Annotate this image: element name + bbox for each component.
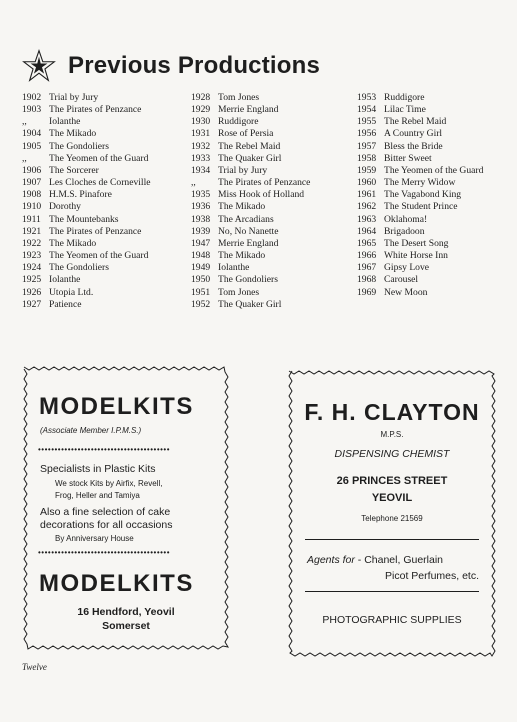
page-title: Previous Productions: [68, 52, 321, 79]
production-title: A Country Girl: [384, 128, 443, 140]
dotted-divider: ••••••••••••••••••••••••••••••••••••••••: [38, 548, 171, 557]
production-title: The Gondoliers: [49, 140, 109, 152]
modelkits-logo: MODELKITS: [39, 393, 194, 420]
production-row: [22, 262, 151, 274]
modelkits-logo: MODELKITS: [39, 570, 194, 597]
production-year: 1906: [22, 164, 42, 176]
production-year: 1957: [357, 140, 377, 152]
production-row: [22, 116, 151, 128]
production-row: [191, 214, 310, 226]
production-year: 1924: [22, 262, 42, 274]
production-title: The Merry Widow: [384, 177, 456, 189]
production-row: [357, 104, 483, 116]
production-row: [22, 165, 151, 177]
production-title: Iolanthe: [49, 116, 81, 128]
production-title: Les Cloches de Corneville: [49, 177, 151, 189]
production-year: 1963: [357, 213, 377, 225]
production-year: 1954: [357, 104, 377, 116]
production-row: [22, 153, 151, 165]
production-year: 1939: [191, 225, 211, 237]
production-title: Oklahoma!: [384, 213, 428, 225]
production-year: 1965: [357, 237, 377, 249]
production-year: 1958: [357, 152, 377, 164]
production-row: [191, 128, 310, 140]
photographic-supplies: PHOTOGRAPHIC SUPPLIES: [322, 614, 462, 626]
production-row: [357, 116, 483, 128]
production-year: 1955: [357, 116, 377, 128]
production-row: [357, 153, 483, 165]
productions-column-2: [191, 92, 310, 311]
production-year: 1968: [357, 274, 377, 286]
agents-line-1: [307, 554, 443, 566]
production-title: Miss Hook of Holland: [218, 189, 305, 201]
production-year: 1949: [191, 262, 211, 274]
production-title: Rose of Persia: [218, 128, 274, 140]
production-row: [357, 287, 483, 299]
agents-label: Agents for: [307, 554, 355, 566]
production-row: [22, 238, 151, 250]
production-row: [357, 189, 483, 201]
production-row: [357, 128, 483, 140]
production-row: [191, 153, 310, 165]
production-row: [357, 274, 483, 286]
production-year: 1947: [191, 237, 211, 249]
production-row: [357, 226, 483, 238]
production-year: 1902: [22, 92, 42, 103]
production-row: [191, 287, 310, 299]
production-title: Dorothy: [49, 201, 81, 213]
production-year: ,,: [22, 116, 27, 128]
production-title: Iolanthe: [49, 274, 81, 286]
modelkits-advert: [20, 363, 232, 653]
production-title: The Yeomen of the Guard: [49, 152, 149, 164]
production-title: Patience: [49, 298, 82, 310]
production-row: [357, 177, 483, 189]
production-year: 1956: [357, 128, 377, 140]
production-year: 1961: [357, 189, 377, 201]
production-year: 1932: [191, 140, 211, 152]
street-address: 26 PRINCES STREET: [336, 475, 448, 487]
production-title: The Arcadians: [218, 213, 274, 225]
production-year: 1921: [22, 225, 42, 237]
production-row: [191, 262, 310, 274]
production-row: [357, 238, 483, 250]
production-year: 1911: [22, 213, 41, 225]
production-title: The Mikado: [49, 128, 97, 140]
production-year: 1966: [357, 250, 377, 262]
production-row: [22, 287, 151, 299]
production-row: [22, 189, 151, 201]
association-note: (Associate Member I.P.M.S.): [40, 426, 142, 435]
production-year: 1962: [357, 201, 377, 213]
star-icon: [22, 49, 56, 83]
production-title: Ruddigore: [218, 116, 259, 128]
production-row: [191, 274, 310, 286]
production-title: The Rebel Maid: [384, 116, 447, 128]
production-row: [357, 262, 483, 274]
production-row: [191, 165, 310, 177]
production-title: Gipsy Love: [384, 262, 430, 274]
stock-line-2: Frog, Heller and Tamiya: [55, 491, 140, 500]
specialists-headline: Specialists in Plastic Kits: [40, 463, 156, 475]
production-year: 1904: [22, 128, 42, 140]
town: YEOVIL: [371, 492, 413, 504]
production-row: [22, 226, 151, 238]
production-row: [357, 201, 483, 213]
production-title: H.M.S. Pinafore: [49, 189, 112, 201]
production-title: No, No Nanette: [218, 225, 279, 237]
production-title: Trial by Jury: [218, 164, 268, 176]
production-title: The Quaker Girl: [218, 298, 282, 310]
production-year: 1936: [191, 201, 211, 213]
production-row: [191, 226, 310, 238]
production-title: Merrie England: [218, 237, 279, 249]
page-header: [22, 46, 320, 86]
cake-line-3: By Anniversary House: [55, 534, 134, 543]
chemist-role: DISPENSING CHEMIST: [334, 448, 450, 460]
production-year: 1953: [357, 92, 377, 103]
production-row: [357, 250, 483, 262]
production-year: 1910: [22, 201, 42, 213]
production-row: [22, 214, 151, 226]
production-title: The Desert Song: [384, 237, 449, 249]
production-row: [191, 92, 310, 104]
production-title: The Pirates of Penzance: [218, 177, 311, 189]
production-year: 1903: [22, 104, 42, 116]
production-row: [191, 189, 310, 201]
production-title: Merrie England: [218, 104, 279, 116]
production-row: [357, 165, 483, 177]
production-row: [357, 141, 483, 153]
production-title: Ruddigore: [384, 92, 425, 103]
production-year: 1948: [191, 250, 211, 262]
production-year: 1922: [22, 237, 42, 249]
divider: [305, 591, 479, 592]
production-title: The Gondoliers: [218, 274, 278, 286]
production-title: Lilac Time: [384, 104, 426, 116]
production-title: The Yeomen of the Guard: [384, 164, 484, 176]
production-title: Utopia Ltd.: [49, 286, 94, 298]
production-title: The Mikado: [49, 237, 97, 249]
production-row: [357, 92, 483, 104]
production-year: 1959: [357, 164, 377, 176]
production-year: 1930: [191, 116, 211, 128]
production-title: The Student Prince: [384, 201, 458, 213]
production-title: White Horse Inn: [384, 250, 448, 262]
production-year: 1925: [22, 274, 42, 286]
production-title: The Mikado: [218, 250, 266, 262]
productions-column-1: [22, 92, 151, 311]
production-title: Tom Jones: [218, 92, 260, 103]
telephone: Telephone 21569: [361, 514, 423, 523]
production-title: Carousel: [384, 274, 419, 286]
production-year: 1908: [22, 189, 42, 201]
production-year: 1923: [22, 250, 42, 262]
production-row: [191, 116, 310, 128]
production-title: The Quaker Girl: [218, 152, 282, 164]
production-title: The Sorcerer: [49, 164, 99, 176]
production-title: Iolanthe: [218, 262, 250, 274]
production-title: Brigadoon: [384, 225, 425, 237]
production-year: 1938: [191, 213, 211, 225]
productions-column-3: [357, 92, 483, 299]
qualification: M.P.S.: [380, 430, 404, 439]
production-title: The Yeomen of the Guard: [49, 250, 149, 262]
production-year: 1934: [191, 164, 211, 176]
production-year: 1931: [191, 128, 211, 140]
address-line-2: Somerset: [102, 620, 150, 632]
production-row: [22, 299, 151, 311]
production-year: ,,: [191, 177, 196, 189]
agents-line-2: Picot Perfumes, etc.: [385, 570, 479, 582]
production-title: The Pirates of Penzance: [49, 104, 142, 116]
production-title: The Pirates of Penzance: [49, 225, 142, 237]
cake-line-1: Also a fine selection of cake: [40, 506, 171, 518]
production-row: [191, 104, 310, 116]
production-year: 1927: [22, 298, 42, 310]
production-title: The Gondoliers: [49, 262, 109, 274]
stock-line-1: We stock Kits by Airfix, Revell,: [55, 479, 163, 488]
production-title: Trial by Jury: [49, 92, 99, 103]
production-title: Bless the Bride: [384, 140, 443, 152]
production-title: The Vagabond King: [384, 189, 462, 201]
production-year: 1951: [191, 286, 211, 298]
production-row: [22, 274, 151, 286]
production-title: The Mountebanks: [49, 213, 119, 225]
production-row: [191, 177, 310, 189]
production-title: The Mikado: [218, 201, 266, 213]
clayton-advert: [285, 367, 499, 660]
production-year: ,,: [22, 152, 27, 164]
production-year: 1952: [191, 298, 211, 310]
agents-brands-1: - Chanel, Guerlain: [354, 554, 444, 566]
production-row: [22, 177, 151, 189]
production-title: Tom Jones: [218, 286, 260, 298]
production-row: [22, 92, 151, 104]
production-year: 1933: [191, 152, 211, 164]
production-row: [191, 201, 310, 213]
page-number: Twelve: [22, 662, 47, 672]
production-row: [22, 128, 151, 140]
chemist-name: F. H. CLAYTON: [304, 399, 480, 425]
divider: [305, 539, 479, 540]
production-row: [22, 201, 151, 213]
production-title: The Rebel Maid: [218, 140, 281, 152]
production-row: [357, 214, 483, 226]
production-year: 1969: [357, 286, 377, 298]
production-year: 1928: [191, 92, 211, 103]
production-year: 1907: [22, 177, 42, 189]
production-title: Bitter Sweet: [384, 152, 432, 164]
production-year: 1935: [191, 189, 211, 201]
production-row: [22, 250, 151, 262]
production-year: 1964: [357, 225, 377, 237]
production-year: 1905: [22, 140, 42, 152]
production-year: 1967: [357, 262, 377, 274]
production-row: [191, 141, 310, 153]
dotted-divider: ••••••••••••••••••••••••••••••••••••••••: [38, 445, 171, 454]
address-line-1: 16 Hendford, Yeovil: [77, 606, 175, 618]
production-row: [22, 141, 151, 153]
production-title: New Moon: [384, 286, 428, 298]
production-row: [191, 299, 310, 311]
production-year: 1926: [22, 286, 42, 298]
production-year: 1960: [357, 177, 377, 189]
production-row: [22, 104, 151, 116]
production-year: 1929: [191, 104, 211, 116]
production-row: [191, 238, 310, 250]
production-row: [191, 250, 310, 262]
production-year: 1950: [191, 274, 211, 286]
cake-line-2: decorations for all occasions: [40, 519, 173, 531]
